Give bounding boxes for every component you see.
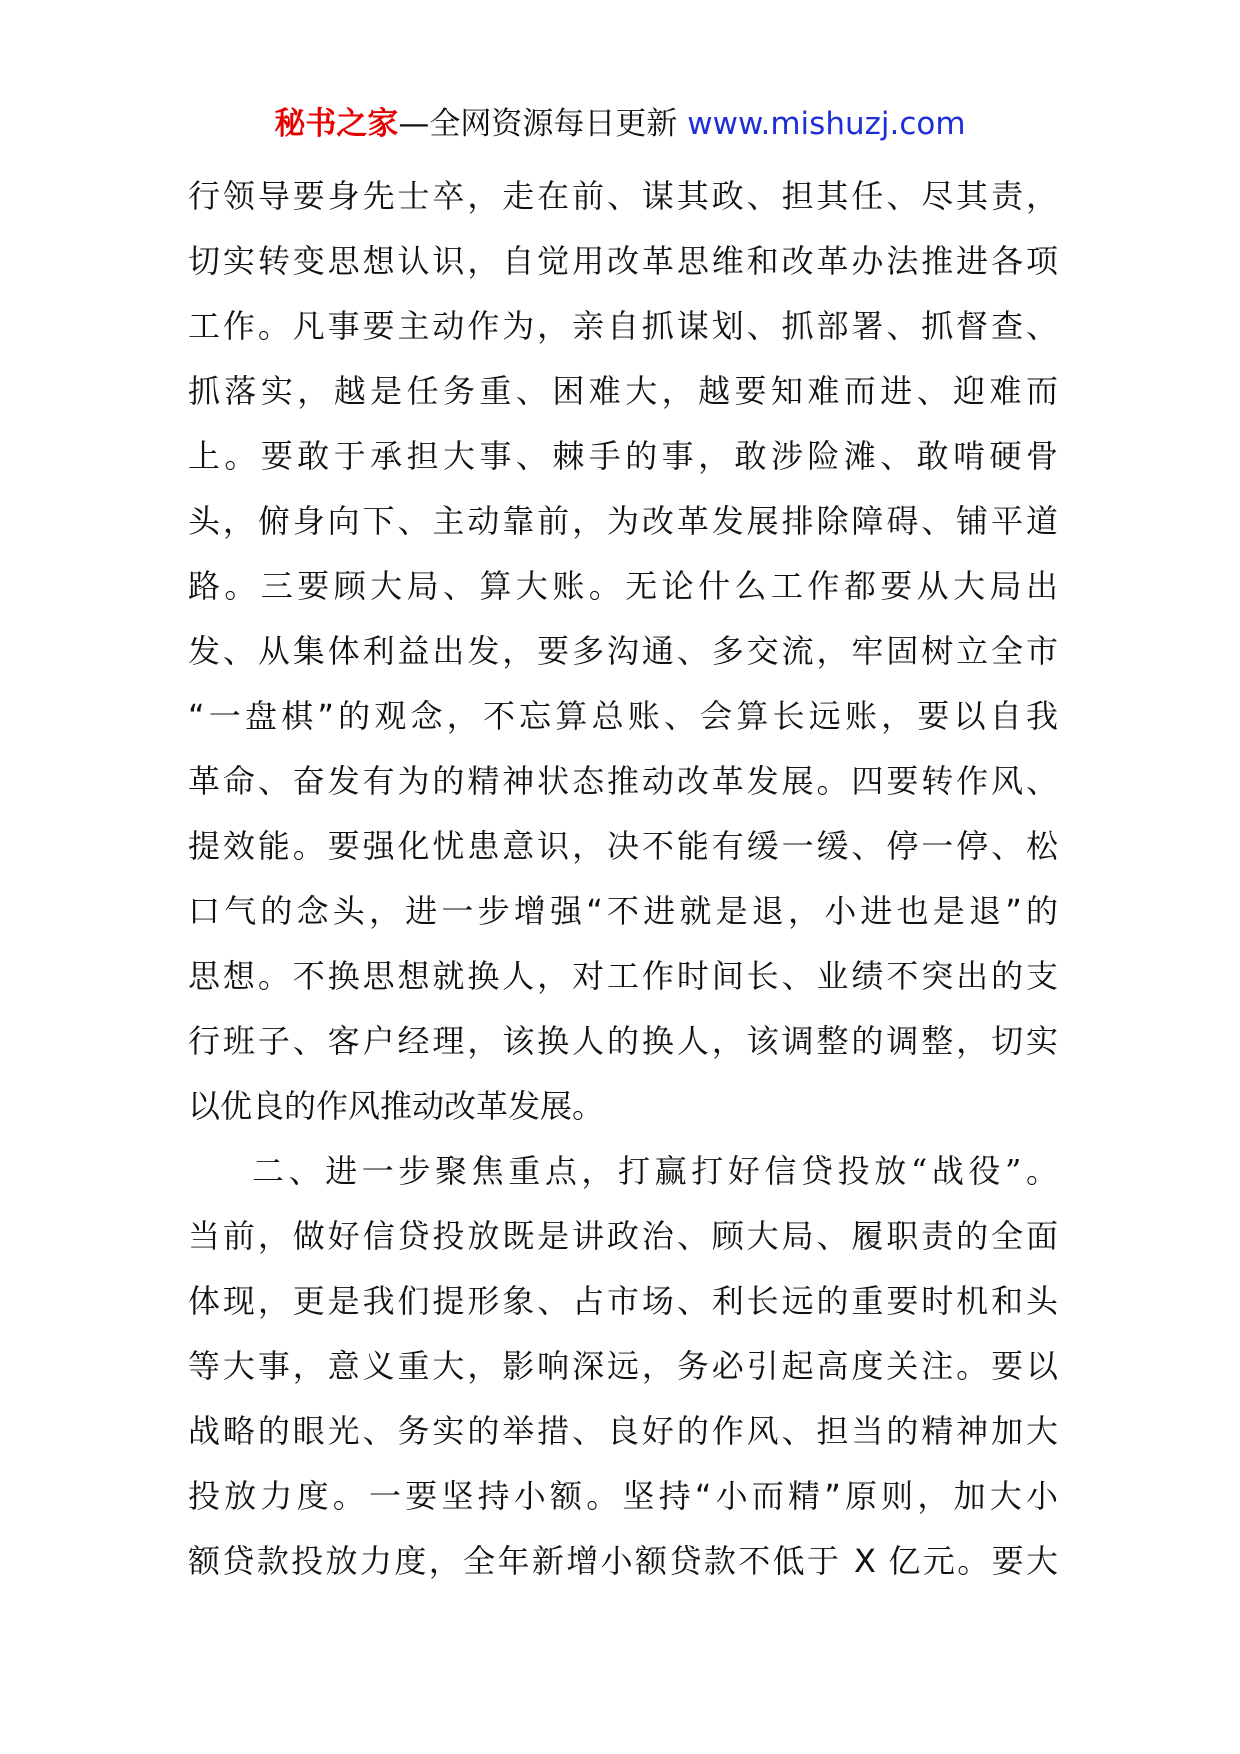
header-tagline: —全网资源每日更新: [398, 106, 688, 142]
page-header: [0, 100, 1240, 148]
text-line: 上。要敢于承担大事、棘手的事，敢涉险滩、敢啃硬骨: [188, 437, 1058, 475]
text-line: 体现，更是我们提形象、占市场、利长远的重要时机和头: [188, 1282, 1058, 1320]
text-line: 行领导要身先士卒，走在前、谋其政、担其任、尽其责，: [188, 177, 1058, 215]
text-line: 等大事，意义重大，影响深远，务必引起高度关注。要以: [188, 1347, 1058, 1385]
text-line: 以优良的作风推动改革发展。: [188, 1087, 605, 1125]
text-line: 路。三要顾大局、算大账。无论什么工作都要从大局出: [188, 567, 1058, 605]
text-line: 提效能。要强化忧患意识，决不能有缓一缓、停一停、松: [188, 827, 1058, 865]
text-line: 战略的眼光、务实的举措、良好的作风、担当的精神加大: [188, 1412, 1058, 1450]
document-body: [188, 164, 1058, 1594]
text-line: 切实转变思想认识，自觉用改革思维和改革办法推进各项: [188, 242, 1058, 280]
text-line: 思想。不换思想就换人，对工作时间长、业绩不突出的支: [188, 957, 1058, 995]
text-line: “一盘棋”的观念，不忘算总账、会算长远账，要以自我: [188, 697, 1058, 735]
website-url[interactable]: www.mishuzj.com: [687, 106, 966, 142]
text-line: 口气的念头，进一步增强“不进就是退，小进也是退”的: [188, 892, 1058, 930]
section-heading: 二、进一步聚焦重点，打赢打好信贷投放“战役”。: [252, 1152, 1058, 1190]
text-line: 发、从集体利益出发，要多沟通、多交流，牢固树立全市: [188, 632, 1058, 670]
text-line: 革命、奋发有为的精神状态推动改革发展。四要转作风、: [188, 762, 1058, 800]
text-line: 行班子、客户经理，该换人的换人，该调整的调整，切实: [188, 1022, 1058, 1060]
text-line: 工作。凡事要主动作为，亲自抓谋划、抓部署、抓督查、: [188, 307, 1058, 345]
text-line: 额贷款投放力度，全年新增小额贷款不低于 X 亿元。要大: [188, 1542, 1058, 1580]
text-line: 头，俯身向下、主动靠前，为改革发展排除障碍、铺平道: [188, 502, 1058, 540]
brand-name: 秘书之家: [274, 106, 399, 142]
text-line: 当前，做好信贷投放既是讲政治、顾大局、履职责的全面: [188, 1217, 1058, 1255]
text-line: 投放力度。一要坚持小额。坚持“小而精”原则，加大小: [188, 1477, 1058, 1515]
text-line: 抓落实，越是任务重、困难大，越要知难而进、迎难而: [188, 372, 1058, 410]
